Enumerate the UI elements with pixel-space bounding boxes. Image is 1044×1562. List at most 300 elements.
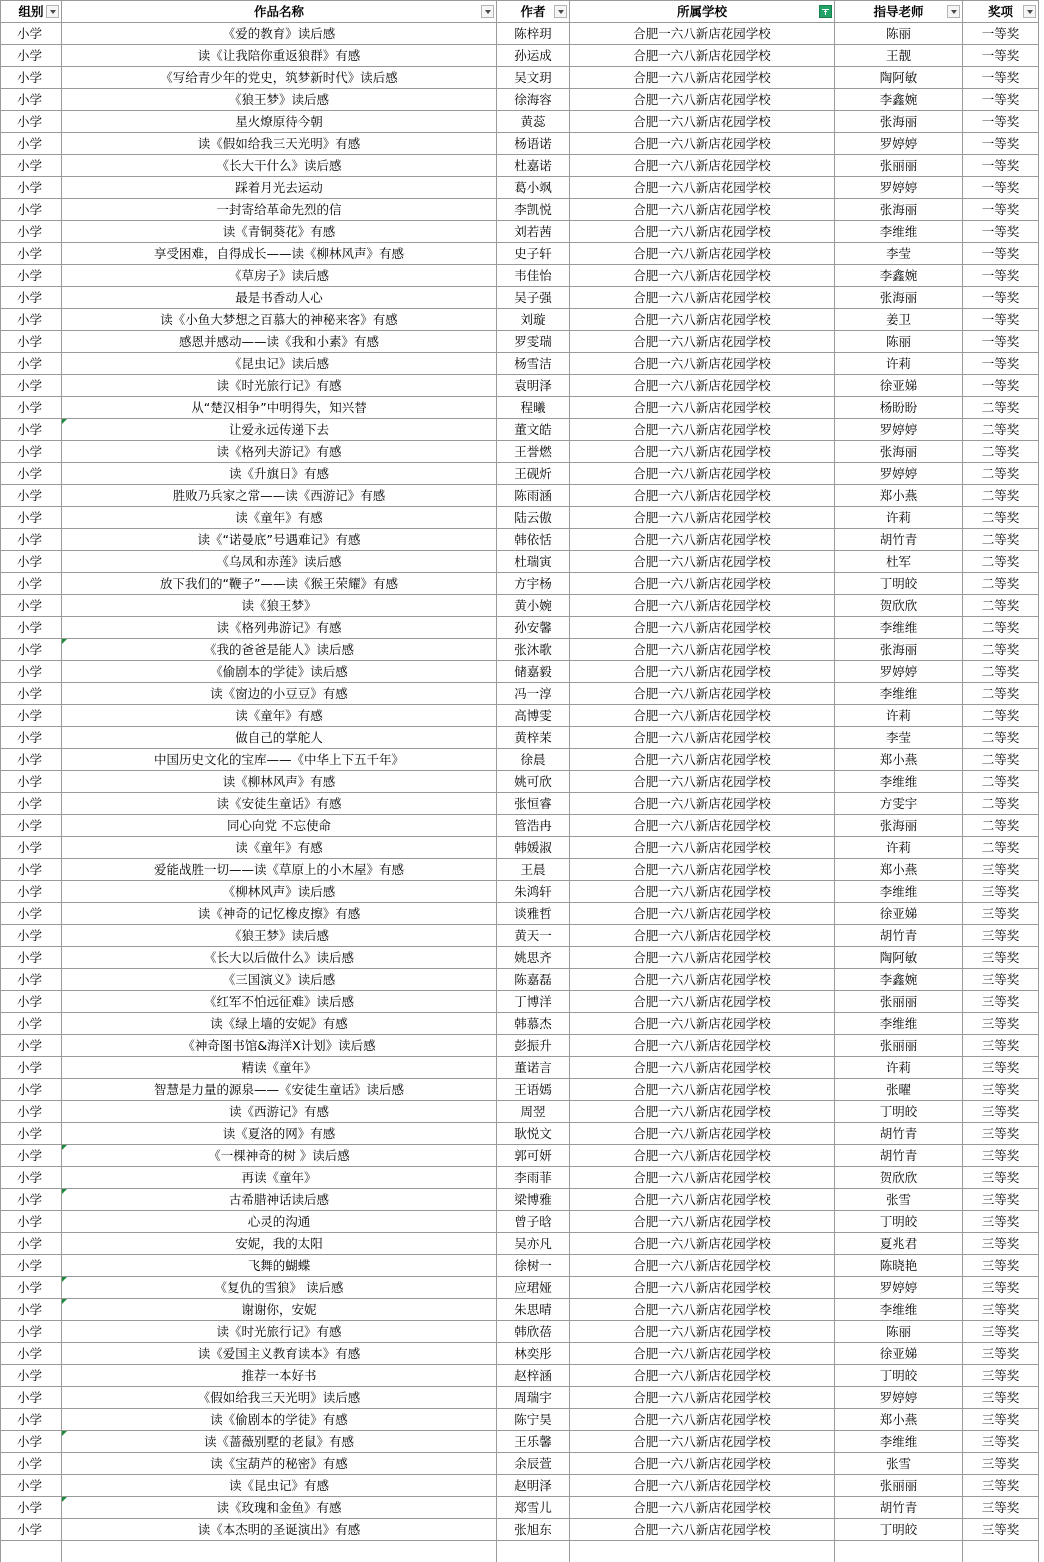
cell-group[interactable]: 小学	[1, 1365, 62, 1387]
cell-school[interactable]: 合肥一六八新店花园学校	[570, 1343, 835, 1365]
cell-award[interactable]: 三等奖	[963, 1013, 1039, 1035]
cell-award[interactable]: 二等奖	[963, 419, 1039, 441]
cell-title[interactable]: 读《窗边的小豆豆》有感	[62, 683, 497, 705]
cell-group[interactable]: 小学	[1, 1035, 62, 1057]
cell-author[interactable]: 应珺娅	[497, 1277, 570, 1299]
empty-cell[interactable]	[497, 1541, 570, 1562]
cell-title[interactable]: 读《时光旅行记》有感	[62, 1321, 497, 1343]
cell-author[interactable]: 黄小婉	[497, 595, 570, 617]
cell-school[interactable]: 合肥一六八新店花园学校	[570, 1233, 835, 1255]
cell-group[interactable]: 小学	[1, 815, 62, 837]
cell-award[interactable]: 三等奖	[963, 947, 1039, 969]
cell-teacher[interactable]: 徐亚娣	[835, 903, 963, 925]
cell-title[interactable]: 读《假如给我三天光明》有感	[62, 133, 497, 155]
cell-author[interactable]: 徐树一	[497, 1255, 570, 1277]
cell-title[interactable]: 星火燎原待今朝	[62, 111, 497, 133]
cell-school[interactable]: 合肥一六八新店花园学校	[570, 749, 835, 771]
cell-school[interactable]: 合肥一六八新店花园学校	[570, 617, 835, 639]
cell-award[interactable]: 三等奖	[963, 1409, 1039, 1431]
cell-award[interactable]: 二等奖	[963, 837, 1039, 859]
cell-award[interactable]: 三等奖	[963, 1453, 1039, 1475]
cell-author[interactable]: 陈嘉磊	[497, 969, 570, 991]
cell-award[interactable]: 二等奖	[963, 705, 1039, 727]
cell-teacher[interactable]: 李维维	[835, 683, 963, 705]
cell-award[interactable]: 三等奖	[963, 1211, 1039, 1233]
cell-group[interactable]: 小学	[1, 265, 62, 287]
cell-teacher[interactable]: 许莉	[835, 1057, 963, 1079]
cell-author[interactable]: 韦佳怡	[497, 265, 570, 287]
cell-author[interactable]: 徐晨	[497, 749, 570, 771]
cell-author[interactable]: 余辰萱	[497, 1453, 570, 1475]
cell-title[interactable]: 读《格列弗游记》有感	[62, 617, 497, 639]
cell-school[interactable]: 合肥一六八新店花园学校	[570, 485, 835, 507]
cell-school[interactable]: 合肥一六八新店花园学校	[570, 287, 835, 309]
cell-school[interactable]: 合肥一六八新店花园学校	[570, 1079, 835, 1101]
cell-author[interactable]: 谈雅哲	[497, 903, 570, 925]
cell-teacher[interactable]: 张曜	[835, 1079, 963, 1101]
cell-author[interactable]: 王誉燃	[497, 441, 570, 463]
cell-title[interactable]: 《红军不怕远征难》读后感	[62, 991, 497, 1013]
cell-teacher[interactable]: 郑小燕	[835, 859, 963, 881]
cell-award[interactable]: 三等奖	[963, 925, 1039, 947]
cell-teacher[interactable]: 郑小燕	[835, 749, 963, 771]
cell-teacher[interactable]: 徐亚娣	[835, 1343, 963, 1365]
cell-school[interactable]: 合肥一六八新店花园学校	[570, 1167, 835, 1189]
cell-school[interactable]: 合肥一六八新店花园学校	[570, 67, 835, 89]
cell-school[interactable]: 合肥一六八新店花园学校	[570, 1035, 835, 1057]
cell-award[interactable]: 三等奖	[963, 969, 1039, 991]
cell-group[interactable]: 小学	[1, 881, 62, 903]
cell-title[interactable]: 感恩并感动——读《我和小素》有感	[62, 331, 497, 353]
cell-award[interactable]: 三等奖	[963, 1101, 1039, 1123]
cell-teacher[interactable]: 张海丽	[835, 639, 963, 661]
cell-award[interactable]: 一等奖	[963, 89, 1039, 111]
cell-title[interactable]: 《假如给我三天光明》读后感	[62, 1387, 497, 1409]
cell-award[interactable]: 二等奖	[963, 595, 1039, 617]
cell-title[interactable]: 读《狼王梦》	[62, 595, 497, 617]
cell-teacher[interactable]: 杜军	[835, 551, 963, 573]
cell-group[interactable]: 小学	[1, 1321, 62, 1343]
cell-teacher[interactable]: 王靓	[835, 45, 963, 67]
empty-cell[interactable]	[835, 1541, 963, 1562]
cell-group[interactable]: 小学	[1, 749, 62, 771]
cell-group[interactable]: 小学	[1, 353, 62, 375]
cell-award[interactable]: 三等奖	[963, 1057, 1039, 1079]
cell-award[interactable]: 三等奖	[963, 1123, 1039, 1145]
cell-award[interactable]: 一等奖	[963, 265, 1039, 287]
cell-author[interactable]: 彭振升	[497, 1035, 570, 1057]
cell-teacher[interactable]: 李鑫婉	[835, 265, 963, 287]
cell-teacher[interactable]: 方雯宇	[835, 793, 963, 815]
cell-group[interactable]: 小学	[1, 463, 62, 485]
cell-school[interactable]: 合肥一六八新店花园学校	[570, 727, 835, 749]
cell-group[interactable]: 小学	[1, 1519, 62, 1541]
cell-teacher[interactable]: 丁明皎	[835, 573, 963, 595]
cell-author[interactable]: 王语嫣	[497, 1079, 570, 1101]
cell-group[interactable]: 小学	[1, 617, 62, 639]
cell-award[interactable]: 一等奖	[963, 155, 1039, 177]
cell-award[interactable]: 一等奖	[963, 221, 1039, 243]
cell-title[interactable]: 《三国演义》读后感	[62, 969, 497, 991]
cell-group[interactable]: 小学	[1, 243, 62, 265]
cell-author[interactable]: 杨雪洁	[497, 353, 570, 375]
cell-school[interactable]: 合肥一六八新店花园学校	[570, 243, 835, 265]
cell-group[interactable]: 小学	[1, 45, 62, 67]
cell-group[interactable]: 小学	[1, 991, 62, 1013]
cell-award[interactable]: 二等奖	[963, 639, 1039, 661]
cell-award[interactable]: 三等奖	[963, 1145, 1039, 1167]
cell-author[interactable]: 韩媛淑	[497, 837, 570, 859]
cell-award[interactable]: 二等奖	[963, 771, 1039, 793]
cell-title[interactable]: 爱能战胜一切——读《草原上的小木屋》有感	[62, 859, 497, 881]
cell-teacher[interactable]: 许莉	[835, 705, 963, 727]
cell-author[interactable]: 林奕彤	[497, 1343, 570, 1365]
cell-author[interactable]: 黄天一	[497, 925, 570, 947]
cell-award[interactable]: 二等奖	[963, 815, 1039, 837]
cell-award[interactable]: 三等奖	[963, 1431, 1039, 1453]
cell-group[interactable]: 小学	[1, 551, 62, 573]
cell-title[interactable]: 从“楚汉相争”中明得失，知兴替	[62, 397, 497, 419]
cell-award[interactable]: 三等奖	[963, 1255, 1039, 1277]
cell-teacher[interactable]: 罗婷婷	[835, 463, 963, 485]
cell-teacher[interactable]: 张海丽	[835, 111, 963, 133]
cell-school[interactable]: 合肥一六八新店花园学校	[570, 111, 835, 133]
cell-author[interactable]: 刘璇	[497, 309, 570, 331]
cell-award[interactable]: 三等奖	[963, 1035, 1039, 1057]
cell-award[interactable]: 一等奖	[963, 287, 1039, 309]
cell-award[interactable]: 二等奖	[963, 397, 1039, 419]
cell-award[interactable]: 一等奖	[963, 177, 1039, 199]
cell-award[interactable]: 二等奖	[963, 749, 1039, 771]
cell-award[interactable]: 二等奖	[963, 463, 1039, 485]
cell-title[interactable]: 读《“诺曼底”号遇难记》有感	[62, 529, 497, 551]
cell-group[interactable]: 小学	[1, 1013, 62, 1035]
cell-school[interactable]: 合肥一六八新店花园学校	[570, 441, 835, 463]
cell-title[interactable]: 古希腊神话读后感	[62, 1189, 497, 1211]
cell-author[interactable]: 史子轩	[497, 243, 570, 265]
cell-teacher[interactable]: 胡竹青	[835, 1123, 963, 1145]
cell-teacher[interactable]: 陈丽	[835, 23, 963, 45]
cell-school[interactable]: 合肥一六八新店花园学校	[570, 639, 835, 661]
cell-author[interactable]: 郑雪儿	[497, 1497, 570, 1519]
cell-author[interactable]: 王乐馨	[497, 1431, 570, 1453]
cell-author[interactable]: 周瑞宇	[497, 1387, 570, 1409]
cell-title[interactable]: 《爱的教育》读后感	[62, 23, 497, 45]
cell-award[interactable]: 一等奖	[963, 331, 1039, 353]
cell-title[interactable]: 心灵的沟通	[62, 1211, 497, 1233]
cell-group[interactable]: 小学	[1, 1211, 62, 1233]
cell-school[interactable]: 合肥一六八新店花园学校	[570, 155, 835, 177]
cell-title[interactable]: 读《安徒生童话》有感	[62, 793, 497, 815]
cell-title[interactable]: 读《偷剧本的学徒》有感	[62, 1409, 497, 1431]
cell-author[interactable]: 罗雯瑞	[497, 331, 570, 353]
cell-author[interactable]: 郭可妍	[497, 1145, 570, 1167]
cell-award[interactable]: 三等奖	[963, 1365, 1039, 1387]
cell-author[interactable]: 丁博洋	[497, 991, 570, 1013]
cell-title[interactable]: 智慧是力量的源泉——《安徒生童话》读后感	[62, 1079, 497, 1101]
cell-award[interactable]: 二等奖	[963, 683, 1039, 705]
cell-author[interactable]: 张沐歌	[497, 639, 570, 661]
cell-teacher[interactable]: 张海丽	[835, 815, 963, 837]
cell-teacher[interactable]: 郑小燕	[835, 485, 963, 507]
cell-group[interactable]: 小学	[1, 375, 62, 397]
cell-group[interactable]: 小学	[1, 177, 62, 199]
cell-group[interactable]: 小学	[1, 397, 62, 419]
cell-author[interactable]: 陆云傲	[497, 507, 570, 529]
cell-author[interactable]: 陈雨涵	[497, 485, 570, 507]
cell-teacher[interactable]: 丁明皎	[835, 1519, 963, 1541]
cell-school[interactable]: 合肥一六八新店花园学校	[570, 1431, 835, 1453]
cell-title[interactable]: 读《宝葫芦的秘密》有感	[62, 1453, 497, 1475]
cell-school[interactable]: 合肥一六八新店花园学校	[570, 23, 835, 45]
filter-active-icon[interactable]	[819, 5, 832, 18]
cell-author[interactable]: 王晨	[497, 859, 570, 881]
cell-award[interactable]: 二等奖	[963, 573, 1039, 595]
cell-group[interactable]: 小学	[1, 595, 62, 617]
cell-author[interactable]: 韩慕杰	[497, 1013, 570, 1035]
cell-school[interactable]: 合肥一六八新店花园学校	[570, 529, 835, 551]
cell-teacher[interactable]: 陈丽	[835, 1321, 963, 1343]
cell-teacher[interactable]: 张雪	[835, 1453, 963, 1475]
cell-author[interactable]: 赵明泽	[497, 1475, 570, 1497]
cell-author[interactable]: 李雨菲	[497, 1167, 570, 1189]
cell-title[interactable]: 读《青铜葵花》有感	[62, 221, 497, 243]
cell-school[interactable]: 合肥一六八新店花园学校	[570, 815, 835, 837]
cell-group[interactable]: 小学	[1, 1277, 62, 1299]
cell-title[interactable]: 读《西游记》有感	[62, 1101, 497, 1123]
cell-title[interactable]: 《长大以后做什么》读后感	[62, 947, 497, 969]
cell-author[interactable]: 姚思齐	[497, 947, 570, 969]
cell-group[interactable]: 小学	[1, 419, 62, 441]
cell-award[interactable]: 三等奖	[963, 859, 1039, 881]
cell-author[interactable]: 方宇杨	[497, 573, 570, 595]
cell-award[interactable]: 二等奖	[963, 507, 1039, 529]
cell-author[interactable]: 耿悦文	[497, 1123, 570, 1145]
cell-teacher[interactable]: 李维维	[835, 617, 963, 639]
cell-title[interactable]: 《我的爸爸是能人》读后感	[62, 639, 497, 661]
cell-group[interactable]: 小学	[1, 771, 62, 793]
cell-school[interactable]: 合肥一六八新店花园学校	[570, 595, 835, 617]
cell-group[interactable]: 小学	[1, 727, 62, 749]
cell-school[interactable]: 合肥一六八新店花园学校	[570, 837, 835, 859]
cell-author[interactable]: 袁明泽	[497, 375, 570, 397]
cell-award[interactable]: 二等奖	[963, 727, 1039, 749]
cell-title[interactable]: 读《柳林风声》有感	[62, 771, 497, 793]
cell-award[interactable]: 二等奖	[963, 551, 1039, 573]
cell-title[interactable]: 最是书香动人心	[62, 287, 497, 309]
cell-author[interactable]: 曾子晗	[497, 1211, 570, 1233]
empty-cell[interactable]	[1, 1541, 62, 1562]
cell-award[interactable]: 三等奖	[963, 1189, 1039, 1211]
cell-author[interactable]: 葛小飒	[497, 177, 570, 199]
cell-title[interactable]: 《狼王梦》读后感	[62, 89, 497, 111]
cell-award[interactable]: 三等奖	[963, 1233, 1039, 1255]
cell-teacher[interactable]: 李维维	[835, 221, 963, 243]
cell-award[interactable]: 一等奖	[963, 133, 1039, 155]
cell-title[interactable]: 读《绿上墙的安妮》有感	[62, 1013, 497, 1035]
cell-teacher[interactable]: 罗婷婷	[835, 1387, 963, 1409]
cell-title[interactable]: 《乌凤和赤莲》读后感	[62, 551, 497, 573]
cell-group[interactable]: 小学	[1, 1189, 62, 1211]
cell-group[interactable]: 小学	[1, 1475, 62, 1497]
cell-school[interactable]: 合肥一六八新店花园学校	[570, 1255, 835, 1277]
cell-title[interactable]: 推荐一本好书	[62, 1365, 497, 1387]
cell-teacher[interactable]: 陶阿敏	[835, 67, 963, 89]
cell-title[interactable]: 中国历史文化的宝库——《中华上下五千年》	[62, 749, 497, 771]
cell-teacher[interactable]: 丁明皎	[835, 1101, 963, 1123]
cell-teacher[interactable]: 李莹	[835, 727, 963, 749]
cell-award[interactable]: 三等奖	[963, 1475, 1039, 1497]
cell-group[interactable]: 小学	[1, 1101, 62, 1123]
cell-group[interactable]: 小学	[1, 221, 62, 243]
cell-school[interactable]: 合肥一六八新店花园学校	[570, 1453, 835, 1475]
cell-teacher[interactable]: 李维维	[835, 881, 963, 903]
cell-award[interactable]: 三等奖	[963, 881, 1039, 903]
cell-school[interactable]: 合肥一六八新店花园学校	[570, 551, 835, 573]
cell-school[interactable]: 合肥一六八新店花园学校	[570, 991, 835, 1013]
cell-author[interactable]: 孙安馨	[497, 617, 570, 639]
cell-school[interactable]: 合肥一六八新店花园学校	[570, 331, 835, 353]
cell-author[interactable]: 黄梓茉	[497, 727, 570, 749]
cell-title[interactable]: 享受困难，自得成长——读《柳林风声》有感	[62, 243, 497, 265]
cell-teacher[interactable]: 夏兆君	[835, 1233, 963, 1255]
cell-school[interactable]: 合肥一六八新店花园学校	[570, 89, 835, 111]
cell-author[interactable]: 陈梓玥	[497, 23, 570, 45]
cell-school[interactable]: 合肥一六八新店花园学校	[570, 397, 835, 419]
cell-title[interactable]: 《狼王梦》读后感	[62, 925, 497, 947]
cell-teacher[interactable]: 李鑫婉	[835, 969, 963, 991]
filter-dropdown-icon[interactable]	[1023, 5, 1036, 18]
cell-teacher[interactable]: 李鑫婉	[835, 89, 963, 111]
cell-group[interactable]: 小学	[1, 1167, 62, 1189]
cell-school[interactable]: 合肥一六八新店花园学校	[570, 1299, 835, 1321]
cell-award[interactable]: 三等奖	[963, 1079, 1039, 1101]
cell-title[interactable]: 读《神奇的记忆橡皮擦》有感	[62, 903, 497, 925]
cell-group[interactable]: 小学	[1, 1409, 62, 1431]
filter-dropdown-icon[interactable]	[481, 5, 494, 18]
cell-teacher[interactable]: 李莹	[835, 243, 963, 265]
cell-school[interactable]: 合肥一六八新店花园学校	[570, 573, 835, 595]
cell-school[interactable]: 合肥一六八新店花园学校	[570, 881, 835, 903]
cell-title[interactable]: 谢谢你，安妮	[62, 1299, 497, 1321]
cell-group[interactable]: 小学	[1, 661, 62, 683]
cell-author[interactable]: 朱思晴	[497, 1299, 570, 1321]
cell-author[interactable]: 张旭东	[497, 1519, 570, 1541]
cell-teacher[interactable]: 罗婷婷	[835, 1277, 963, 1299]
cell-school[interactable]: 合肥一六八新店花园学校	[570, 353, 835, 375]
cell-title[interactable]: 读《童年》有感	[62, 507, 497, 529]
cell-group[interactable]: 小学	[1, 793, 62, 815]
cell-group[interactable]: 小学	[1, 859, 62, 881]
cell-group[interactable]: 小学	[1, 1255, 62, 1277]
cell-title[interactable]: 《一棵神奇的树 》读后感	[62, 1145, 497, 1167]
cell-group[interactable]: 小学	[1, 969, 62, 991]
cell-title[interactable]: 读《格列夫游记》有感	[62, 441, 497, 463]
cell-school[interactable]: 合肥一六八新店花园学校	[570, 771, 835, 793]
cell-author[interactable]: 吴文玥	[497, 67, 570, 89]
cell-group[interactable]: 小学	[1, 1079, 62, 1101]
cell-group[interactable]: 小学	[1, 133, 62, 155]
cell-author[interactable]: 黄蕊	[497, 111, 570, 133]
cell-author[interactable]: 赵梓涵	[497, 1365, 570, 1387]
cell-teacher[interactable]: 许莉	[835, 507, 963, 529]
cell-school[interactable]: 合肥一六八新店花园学校	[570, 1497, 835, 1519]
cell-author[interactable]: 孙运成	[497, 45, 570, 67]
cell-award[interactable]: 二等奖	[963, 441, 1039, 463]
cell-title[interactable]: 读《童年》有感	[62, 705, 497, 727]
cell-group[interactable]: 小学	[1, 1497, 62, 1519]
cell-school[interactable]: 合肥一六八新店花园学校	[570, 177, 835, 199]
cell-title[interactable]: 读《小鱼大梦想之百慕大的神秘来客》有感	[62, 309, 497, 331]
cell-teacher[interactable]: 许莉	[835, 837, 963, 859]
cell-school[interactable]: 合肥一六八新店花园学校	[570, 265, 835, 287]
cell-author[interactable]: 姚可欣	[497, 771, 570, 793]
cell-group[interactable]: 小学	[1, 23, 62, 45]
cell-award[interactable]: 二等奖	[963, 661, 1039, 683]
cell-group[interactable]: 小学	[1, 1233, 62, 1255]
cell-author[interactable]: 韩依恬	[497, 529, 570, 551]
cell-title[interactable]: 《写给青少年的党史，筑梦新时代》读后感	[62, 67, 497, 89]
cell-title[interactable]: 《偷剧本的学徒》读后感	[62, 661, 497, 683]
cell-title[interactable]: 《复仇的雪狼》 读后感	[62, 1277, 497, 1299]
cell-teacher[interactable]: 张丽丽	[835, 155, 963, 177]
cell-school[interactable]: 合肥一六八新店花园学校	[570, 1519, 835, 1541]
cell-group[interactable]: 小学	[1, 1431, 62, 1453]
cell-school[interactable]: 合肥一六八新店花园学校	[570, 375, 835, 397]
cell-author[interactable]: 陈宁昊	[497, 1409, 570, 1431]
cell-group[interactable]: 小学	[1, 199, 62, 221]
cell-group[interactable]: 小学	[1, 111, 62, 133]
cell-group[interactable]: 小学	[1, 1453, 62, 1475]
cell-title[interactable]: 读《蔷薇别墅的老鼠》有感	[62, 1431, 497, 1453]
cell-title[interactable]: 读《爱国主义教育读本》有感	[62, 1343, 497, 1365]
cell-award[interactable]: 三等奖	[963, 1343, 1039, 1365]
cell-title[interactable]: 精读《童年》	[62, 1057, 497, 1079]
cell-award[interactable]: 一等奖	[963, 353, 1039, 375]
filter-dropdown-icon[interactable]	[947, 5, 960, 18]
cell-author[interactable]: 储嘉毅	[497, 661, 570, 683]
cell-award[interactable]: 一等奖	[963, 309, 1039, 331]
cell-school[interactable]: 合肥一六八新店花园学校	[570, 661, 835, 683]
cell-group[interactable]: 小学	[1, 705, 62, 727]
cell-teacher[interactable]: 罗婷婷	[835, 661, 963, 683]
cell-award[interactable]: 一等奖	[963, 243, 1039, 265]
cell-group[interactable]: 小学	[1, 573, 62, 595]
cell-teacher[interactable]: 罗婷婷	[835, 419, 963, 441]
cell-school[interactable]: 合肥一六八新店花园学校	[570, 309, 835, 331]
cell-author[interactable]: 周翌	[497, 1101, 570, 1123]
cell-group[interactable]: 小学	[1, 1299, 62, 1321]
cell-school[interactable]: 合肥一六八新店花园学校	[570, 133, 835, 155]
cell-teacher[interactable]: 张海丽	[835, 441, 963, 463]
cell-title[interactable]: 再读《童年》	[62, 1167, 497, 1189]
cell-teacher[interactable]: 张海丽	[835, 199, 963, 221]
cell-teacher[interactable]: 陈丽	[835, 331, 963, 353]
cell-teacher[interactable]: 李维维	[835, 771, 963, 793]
cell-teacher[interactable]: 张丽丽	[835, 991, 963, 1013]
cell-group[interactable]: 小学	[1, 1387, 62, 1409]
cell-title[interactable]: 胜败乃兵家之常——读《西游记》有感	[62, 485, 497, 507]
cell-title[interactable]: 放下我们的“鞭子”——读《猴王荣耀》有感	[62, 573, 497, 595]
filter-dropdown-icon[interactable]	[46, 5, 59, 18]
cell-school[interactable]: 合肥一六八新店花园学校	[570, 969, 835, 991]
cell-teacher[interactable]: 陈晓艳	[835, 1255, 963, 1277]
cell-title[interactable]: 读《童年》有感	[62, 837, 497, 859]
cell-group[interactable]: 小学	[1, 1057, 62, 1079]
cell-group[interactable]: 小学	[1, 309, 62, 331]
cell-group[interactable]: 小学	[1, 837, 62, 859]
cell-school[interactable]: 合肥一六八新店花园学校	[570, 793, 835, 815]
